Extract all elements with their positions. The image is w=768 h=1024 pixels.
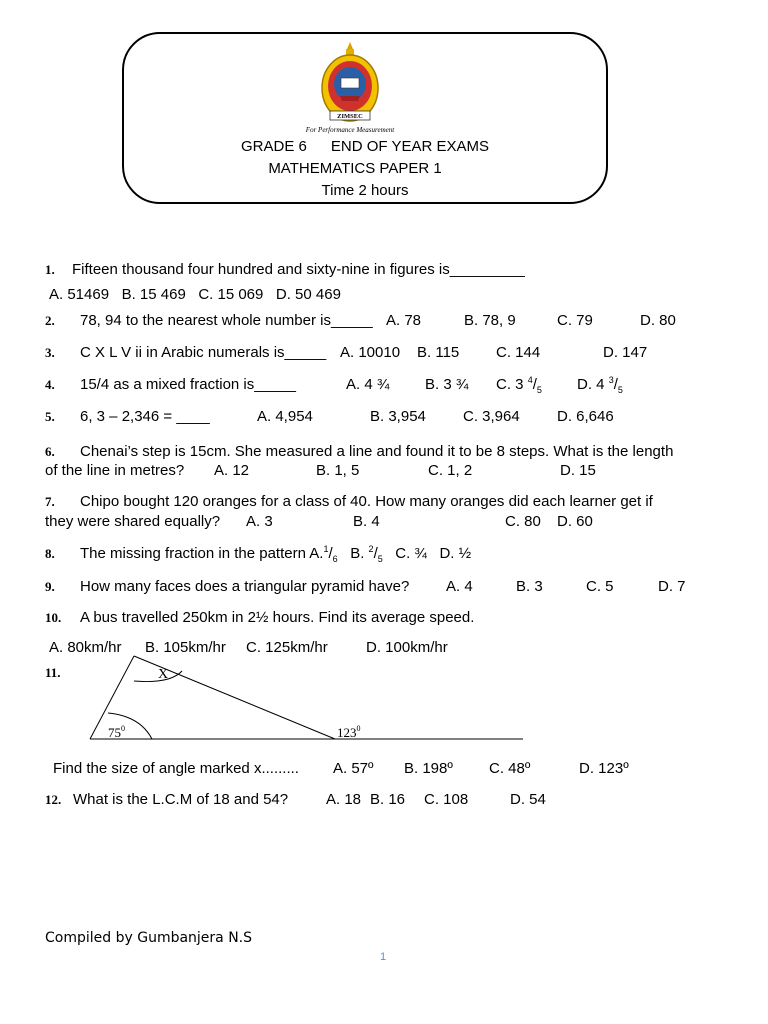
option: A. 78 bbox=[386, 312, 422, 329]
option: D. 50 469 bbox=[275, 286, 341, 303]
time-allowed: Time 2 hours bbox=[321, 182, 409, 199]
question-9: 9. How many faces does a triangular pyramid have? bbox=[45, 578, 410, 595]
option: A. 4 ¾ bbox=[346, 376, 390, 393]
option: B. 3 bbox=[516, 578, 543, 595]
option: C. 5 bbox=[586, 578, 614, 595]
logo-text: ZIMSEC bbox=[337, 113, 363, 120]
option: D. 7 bbox=[658, 578, 686, 595]
option: B. 4 bbox=[353, 513, 380, 530]
logo-motto: For Performance Measurement bbox=[305, 126, 395, 134]
option: C. 144 bbox=[496, 344, 541, 361]
option: D. 4 $^3/_5$ bbox=[577, 375, 623, 395]
option: D. 15 bbox=[560, 462, 596, 479]
question-9-text: How many faces does a triangular pyramid have? bbox=[80, 578, 410, 595]
option: D. 147 bbox=[603, 344, 648, 361]
question-4-text: 15/4 as a mixed fraction is_____ bbox=[80, 376, 296, 393]
question-3-text: C X L V ii in Arabic numerals is_____ bbox=[80, 344, 327, 361]
option: B. 1, 5 bbox=[316, 462, 360, 479]
option: B. 198º bbox=[404, 760, 453, 777]
angle-75-label: $75^0$ bbox=[108, 724, 125, 740]
question-12: 12. What is the L.C.M of 18 and 54? bbox=[45, 791, 289, 808]
question-12-text: What is the L.C.M of 18 and 54? bbox=[73, 791, 289, 808]
question-7-text-cont: they were shared equally? bbox=[45, 513, 221, 530]
option: B. bbox=[350, 545, 365, 562]
exam-title: END OF YEAR EXAMS bbox=[330, 138, 489, 155]
option: B. 115 bbox=[417, 344, 460, 361]
question-10-text: A bus travelled 250km in 2½ hours. Find its average speed. bbox=[80, 609, 475, 626]
option: D. 123º bbox=[579, 760, 629, 777]
option: A. 80km/hr bbox=[49, 639, 122, 656]
question-1: 1. Fifteen thousand four hundred and sixty-nine in figures is_________ bbox=[45, 261, 525, 278]
option: D. 6,646 bbox=[557, 408, 614, 425]
grade-label: GRADE 6 bbox=[241, 138, 307, 155]
option: B. 78, 9 bbox=[464, 312, 516, 329]
option: D. 54 bbox=[510, 791, 546, 808]
option: C. 3,964 bbox=[463, 408, 520, 425]
option: A. 3 bbox=[246, 513, 273, 530]
question-11-number: 11. bbox=[45, 665, 61, 680]
question-7-text: Chipo bought 120 oranges for a class of 40. How many oranges did each learner get if bbox=[80, 493, 653, 510]
option: A. 18 bbox=[326, 791, 362, 808]
option: C. 48º bbox=[489, 760, 531, 777]
option: B. 15 469 bbox=[121, 286, 186, 303]
option: A. 4 bbox=[446, 578, 473, 595]
option: C. 79 bbox=[557, 312, 593, 329]
option: B. 16 bbox=[370, 791, 406, 808]
question-6-text-cont: of the line in metres? bbox=[45, 462, 185, 479]
question-8-text: The missing fraction in the pattern A. bbox=[80, 545, 324, 562]
question-2-text: 78, 94 to the nearest whole number is_____ bbox=[80, 312, 373, 329]
subject-title: MATHEMATICS PAPER 1 bbox=[268, 160, 442, 177]
option: B. 3,954 bbox=[370, 408, 426, 425]
question-6-text: Chenai’s step is 15cm. She measured a line and found it to be 8 steps. What is the length bbox=[80, 443, 674, 460]
option: C. 80 bbox=[505, 513, 541, 530]
option: A. 4,954 bbox=[257, 408, 313, 425]
page-number: 1 bbox=[380, 951, 387, 963]
option: C. 3 $^4/_5$ bbox=[496, 375, 542, 395]
option: A. 10010 bbox=[340, 344, 401, 361]
option: D. ½ bbox=[439, 545, 472, 562]
question-7: 7. Chipo bought 120 oranges for a class of 40. How many oranges did each learner get if bbox=[45, 493, 653, 510]
option: C. 1, 2 bbox=[428, 462, 473, 479]
option: B. 105km/hr bbox=[145, 639, 226, 656]
question-5: 5. 6, 3 – 2,346 = ____ bbox=[45, 408, 210, 425]
option: C. 125km/hr bbox=[246, 639, 328, 656]
option: D. 80 bbox=[640, 312, 676, 329]
option: C. ¾ bbox=[395, 545, 427, 562]
question-3: 3. C X L V ii in Arabic numerals is_____ bbox=[45, 344, 327, 361]
question-2: 2. 78, 94 to the nearest whole number is_____ bbox=[45, 312, 373, 329]
option: A. 57º bbox=[333, 760, 374, 777]
compiled-by: Compiled by Gumbanjera N.S bbox=[45, 930, 253, 946]
option: B. 3 ¾ bbox=[425, 376, 469, 393]
question-11-text: Find the size of angle marked x......... bbox=[53, 760, 299, 777]
angle-x-label: X bbox=[158, 667, 169, 682]
option: C. 108 bbox=[424, 791, 469, 808]
option: D. 100km/hr bbox=[366, 639, 448, 656]
question-6: 6. Chenai’s step is 15cm. She measured a line and found it to be 8 steps. What is the length bbox=[45, 443, 674, 460]
option: D. 60 bbox=[557, 513, 593, 530]
option: C. 15 069 bbox=[198, 286, 264, 303]
question-8: 8. The missing fraction in the pattern $A.^1/_6$ B. $^2/_5$ C. ¾ D. ½ bbox=[45, 544, 472, 564]
question-10: 10. A bus travelled 250km in 2½ hours. Find its average speed. bbox=[45, 609, 475, 626]
question-4: 4. 15/4 as a mixed fraction is_____ bbox=[45, 376, 296, 393]
option: A. 51469 bbox=[49, 286, 110, 303]
question-1-text: Fifteen thousand four hundred and sixty-nine in figures is_________ bbox=[72, 261, 525, 278]
angle-123-label: $123^0$ bbox=[337, 724, 361, 740]
option: A. 12 bbox=[214, 462, 250, 479]
question-5-text: 6, 3 – 2,346 = ____ bbox=[80, 408, 210, 425]
